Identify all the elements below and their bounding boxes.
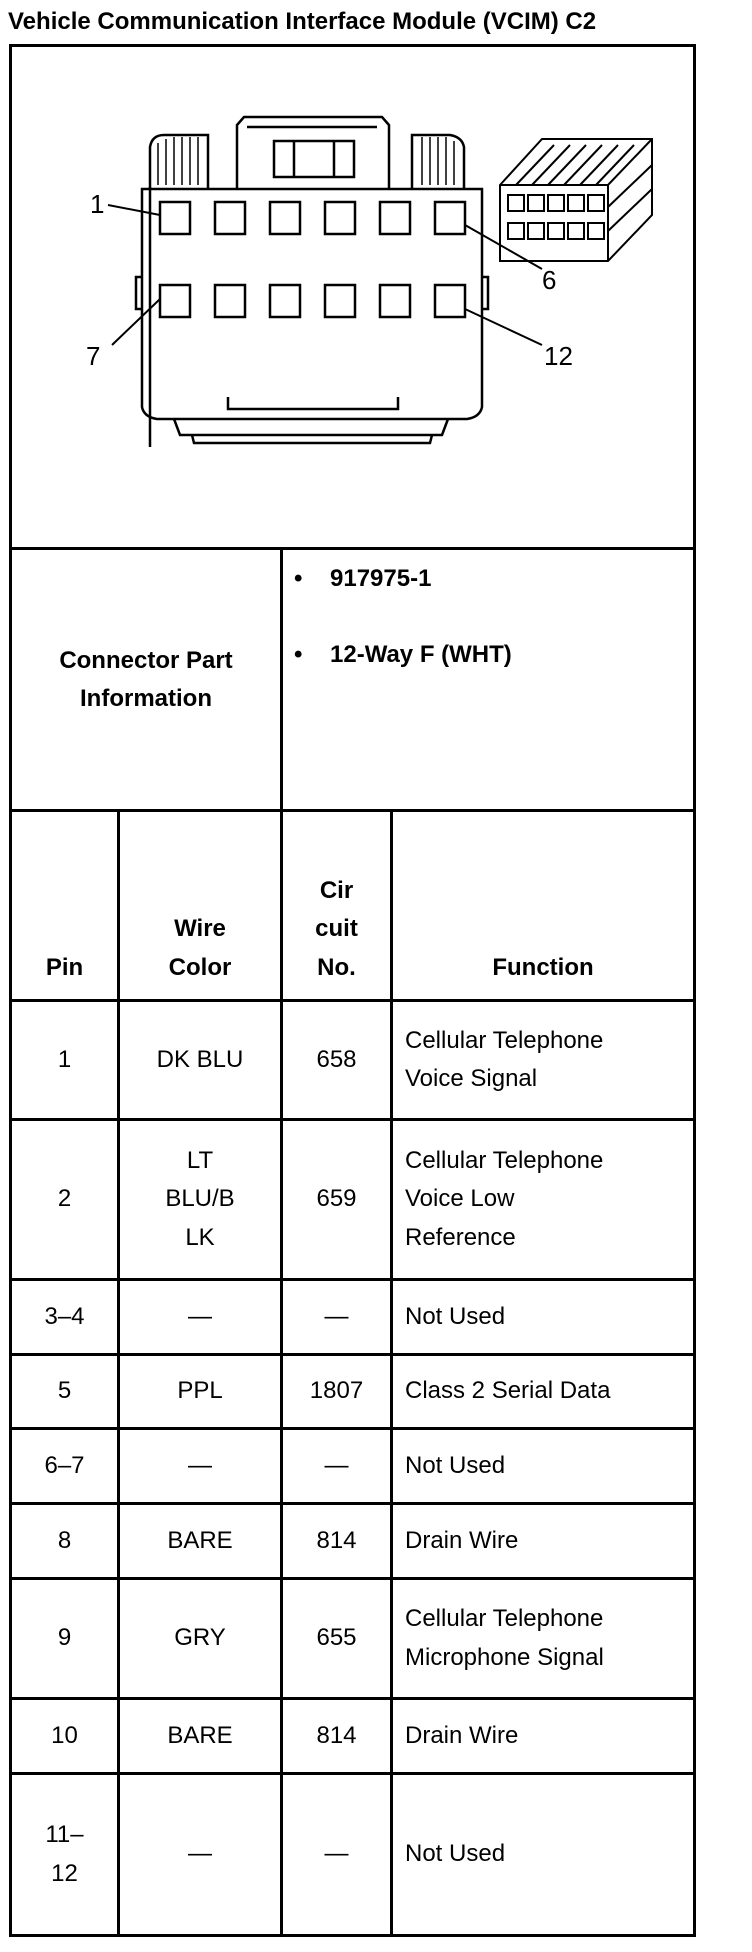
header-circuit-no: Cir cuit No. xyxy=(315,876,358,981)
cell-wire-color: — xyxy=(188,1840,212,1868)
pin-label-6: 6 xyxy=(542,265,557,295)
cell-wire-color: DK BLU xyxy=(156,1045,244,1073)
cell-function: Class 2 Serial Data xyxy=(405,1377,611,1405)
header-function: Function xyxy=(492,953,594,981)
header-wire-color: Wire Color xyxy=(168,915,232,981)
cell-pin: 2 xyxy=(57,1185,72,1213)
cell-wire-color: BARE xyxy=(167,1721,233,1749)
connector-sheet xyxy=(9,44,696,1937)
connector-isometric-illustration xyxy=(500,139,652,261)
cell-function: Drain Wire xyxy=(405,1721,519,1749)
cell-pin: 6–7 xyxy=(44,1451,85,1479)
connector-part-info-label: Connector Part Information xyxy=(59,647,233,712)
connector-type: • 12-Way F (WHT) xyxy=(294,641,512,668)
cell-function: Cellular Telephone Voice Low Reference xyxy=(405,1146,604,1251)
connector-part-number: • 917975-1 xyxy=(294,565,432,592)
cell-circuit-no: 814 xyxy=(316,1721,357,1749)
cell-wire-color: PPL xyxy=(177,1377,223,1405)
cell-circuit-no: — xyxy=(324,1840,349,1868)
cell-pin: 10 xyxy=(51,1721,78,1749)
cell-circuit-no: 658 xyxy=(316,1045,357,1073)
cell-function: Not Used xyxy=(405,1840,506,1868)
cell-function: Cellular Telephone Voice Signal xyxy=(405,1026,604,1092)
header-pin: Pin xyxy=(45,953,84,981)
cell-function: Drain Wire xyxy=(405,1526,519,1554)
page-title: Vehicle Communication Interface Module (VCIM) C2 xyxy=(8,8,597,35)
cell-circuit-no: — xyxy=(324,1302,349,1330)
cell-pin: 5 xyxy=(57,1377,72,1405)
cell-function: Cellular Telephone Microphone Signal xyxy=(405,1605,604,1671)
cell-wire-color: — xyxy=(188,1451,212,1479)
cell-pin: 9 xyxy=(57,1624,72,1652)
cell-wire-color: — xyxy=(188,1302,212,1330)
cell-pin: 3–4 xyxy=(44,1302,85,1330)
cell-circuit-no: 814 xyxy=(316,1526,357,1554)
cell-circuit-no: — xyxy=(324,1451,349,1479)
cell-pin: 1 xyxy=(57,1045,72,1073)
cell-function: Not Used xyxy=(405,1302,506,1330)
cell-wire-color: GRY xyxy=(174,1624,226,1652)
cell-pin: 8 xyxy=(57,1526,72,1554)
cell-function: Not Used xyxy=(405,1451,506,1479)
cell-wire-color: BARE xyxy=(167,1526,233,1554)
pin-label-7: 7 xyxy=(86,341,101,371)
cell-wire-color: LT BLU/B LK xyxy=(165,1146,235,1251)
cell-circuit-no: 659 xyxy=(316,1185,357,1213)
pin-label-1: 1 xyxy=(90,189,105,219)
cell-circuit-no: 655 xyxy=(316,1624,357,1652)
cell-circuit-no: 1807 xyxy=(309,1377,364,1405)
connector-diagram xyxy=(12,47,693,547)
cell-pin: 11– 12 xyxy=(45,1821,84,1887)
pin-label-12: 12 xyxy=(544,341,573,371)
